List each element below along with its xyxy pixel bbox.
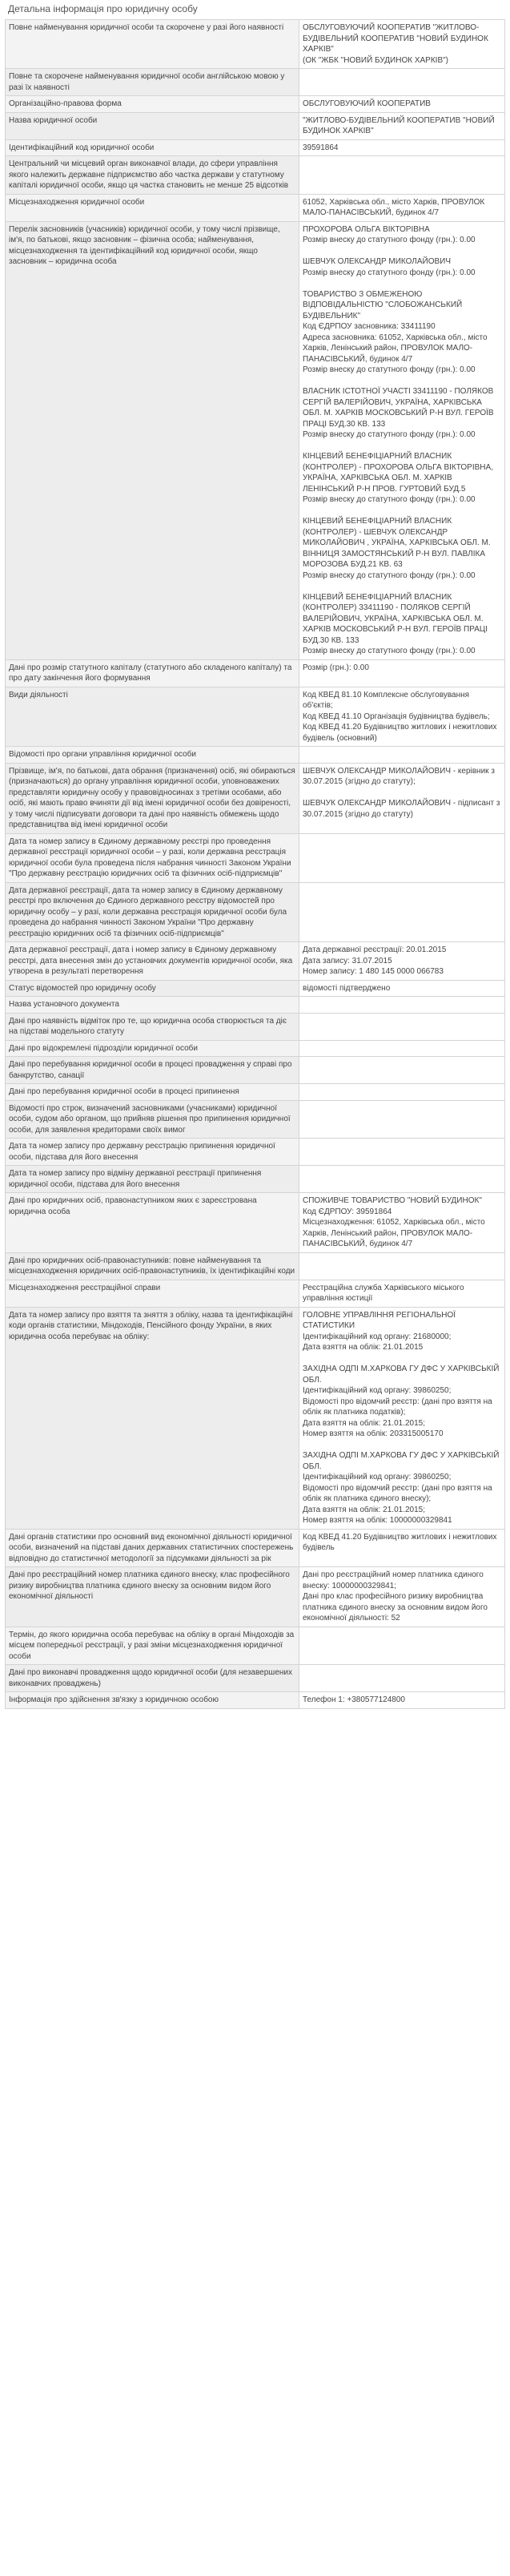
row-label: Дані про наявність відміток про те, що юридична особа створюється та діє на підставі модельного статуту — [6, 1013, 299, 1040]
row-value — [299, 1013, 505, 1040]
table-row — [6, 1627, 505, 1665]
table-row — [6, 687, 505, 747]
row-label: Повне найменування юридичної особи та скорочене у разі його наявності — [6, 20, 299, 69]
row-label: Повне та скорочене найменування юридичної особи англійською мовою у разі їх наявності — [6, 69, 299, 96]
row-value: ГОЛОВНЕ УПРАВЛІННЯ РЕГІОНАЛЬНОЇ СТАТИСТИКИ Ідентифікаційний код органу: 21680000; Дата взяття на облік: 21.01.2015 ЗАХІДНА ОДПІ М.ХАРКОВА ГУ ДФС У ХАРКІВСЬКІЙ ОБЛ. Ідентифікаційний код органу: 39860250; Відомості про відомчий реєстр: (дані про взяття на облік як платника податків); Дата взяття на облік: 21.01.2015; Номер взяття на облік: 203315005170 ЗАХІДНА ОДПІ М.ХАРКОВА ГУ ДФС У ХАРКІВСЬКІЙ ОБЛ. Ідентифікаційний код органу: 39860250; Відомості про відомчий реєстр: (дані про взяття на облік як платника єдиного внеску); Дата взяття на облік: 21.01.2015; Номер взяття на облік: 10000000329841 — [299, 1307, 505, 1529]
row-label: Дані про реєстраційний номер платника єдиного внеску, клас професійного ризику виробництва платника єдиного внеску за основним видом його економічної діяльності — [6, 1567, 299, 1627]
table-row — [6, 1084, 505, 1101]
row-label: Ідентифікаційний код юридичної особи — [6, 139, 299, 156]
table-row — [6, 1193, 505, 1253]
row-value: СПОЖИВЧЕ ТОВАРИСТВО "НОВИЙ БУДИНОК" Код ЄДРПОУ: 39591864 Місцезнаходження: 61052, Харківська обл., місто Харків, Ленінський район, ПРОВУЛОК МАЛО-ПАНАСІВСЬКИЙ, будинок 4/7 — [299, 1193, 505, 1253]
table-row — [6, 1529, 505, 1567]
row-value — [299, 1084, 505, 1101]
row-value: 39591864 — [299, 139, 505, 156]
row-value: ШЕВЧУК ОЛЕКСАНДР МИКОЛАЙОВИЧ - керівник з 30.07.2015 (згідно до статуту); ШЕВЧУК ОЛЕКСАНДР МИКОЛАЙОВИЧ - підписант з 30.07.2015 (згідно до статуту) — [299, 763, 505, 833]
row-label: Дані про розмір статутного капіталу (статутного або складеного капіталу) та про дату закінчення його формування — [6, 659, 299, 687]
table-row — [6, 194, 505, 221]
row-value — [299, 1252, 505, 1280]
table-row — [6, 763, 505, 833]
row-label: Дані про перебування юридичної особи в процесі припинення — [6, 1084, 299, 1101]
table-row — [6, 882, 505, 942]
table-row — [6, 659, 505, 687]
table-row — [6, 139, 505, 156]
row-value: "ЖИТЛОВО-БУДІВЕЛЬНИЙ КООПЕРАТИВ "НОВИЙ БУДИНОК ХАРКІВ" — [299, 112, 505, 139]
row-label: Перелік засновників (учасників) юридичної особи, у тому числі прізвище, ім'я, по батькові, якщо засновник – фізична особа; найменування, місцезнаходження та ідентифікаційний код юридичної особи, якщо засновник – юридична особа — [6, 221, 299, 659]
table-row — [6, 221, 505, 659]
row-value: ОБСЛУГОВУЮЧИЙ КООПЕРАТИВ — [299, 96, 505, 113]
row-value: Реєстраційна служба Харківського міського управління юстиції — [299, 1280, 505, 1307]
row-value: Дані про реєстраційний номер платника єдиного внеску: 10000000329841; Дані про клас професійного ризику виробництва платника єдиного внеску за основним видом його економічної діяльності: 52 — [299, 1567, 505, 1627]
row-value — [299, 833, 505, 882]
row-label: Дані про юридичних осіб-правонаступників: повне найменування та місцезнаходження юридичних осіб-правонаступників, їх ідентифікаційні коди — [6, 1252, 299, 1280]
row-value — [299, 1627, 505, 1665]
table-row — [6, 1665, 505, 1692]
row-value: ПРОХОРОВА ОЛЬГА ВІКТОРІВНА Розмір внеску до статутного фонду (грн.): 0.00 ШЕВЧУК ОЛЕКСАНДР МИКОЛАЙОВИЧ Розмір внеску до статутного фонду (грн.): 0.00 ТОВАРИСТВО З ОБМЕЖЕНОЮ ВІДПОВІДАЛЬНІСТЮ "СЛОБОЖАНСЬКИЙ БУДІВЕЛЬНИК" Код ЄДРПОУ засновника: 33411190 Адреса засновника: 61052, Харківська обл., місто Харків, Ленінський район, ПРОВУЛОК МАЛО-ПАНАСІВСЬКИЙ, будинок 4/7 Розмір внеску до статутного фонду (грн.): 0.00 ВЛАСНИК ІСТОТНОЇ УЧАСТІ 33411190 - ПОЛЯКОВ СЕРГІЙ ВАЛЕРІЙОВИЧ, УКРАЇНА, ХАРКІВСЬКА ОБЛ. М. ХАРКІВ МОСКОВСЬКИЙ Р-Н ВУЛ. ГЕРОЇВ ПРАЦІ БУД.30 КВ. 133 Розмір внеску до статутного фонду (грн.): 0.00 КІНЦЕВИЙ БЕНЕФІЦІАРНИЙ ВЛАСНИК (КОНТРОЛЕР) - ПРОХОРОВА ОЛЬГА ВІКТОРІВНА, УКРАЇНА, ХАРКІВСЬКА ОБЛ. М. ХАРКІВ ЛЕНІНСЬКИЙ Р-Н ПРОВ. ГУРТОВИЙ БУД.5 Розмір внеску до статутного фонду (грн.): 0.00 КІНЦЕВИЙ БЕНЕФІЦІАРНИЙ ВЛАСНИК (КОНТРОЛЕР) - ШЕВЧУК ОЛЕКСАНДР МИКОЛАЙОВИЧ , УКРАЇНА, ХАРКІВСЬКА ОБЛ. М. ВІННИЦЯ ЗАМОСТЯНСЬКИЙ Р-Н ВУЛ. ПАВЛІКА МОРОЗОВА БУД.21 КВ. 63 Розмір внеску до статутного фонду (грн.): 0.00 КІНЦЕВИЙ БЕНЕФІЦІАРНИЙ ВЛАСНИК (КОНТРОЛЕР) 33411190 - ПОЛЯКОВ СЕРГІЙ ВАЛЕРІЙОВИЧ, УКРАЇНА, ХАРКІВСЬКА ОБЛ. М. ХАРКІВ МОСКОВСЬКИЙ Р-Н ВУЛ. ГЕРОЇВ ПРАЦІ БУД.30 КВ. 133 Розмір внеску до статутного фонду (грн.): 0.00 — [299, 221, 505, 659]
table-row — [6, 1307, 505, 1529]
row-label: Дата та номер запису в Єдиному державному реєстрі про проведення державної реєстрації юридичної особи – у разі, коли державна реєстрація юридичної особи була проведена після набрання чинності Законом України "Про державну реєстрацію юридичних осіб та фізичних осіб-підприємців" — [6, 833, 299, 882]
row-label: Прізвище, ім'я, по батькові, дата обрання (призначення) осіб, які обираються (призначаються) до органу управління юридичної особи, уповноважених представляти юридичну особу у правовідносинах з третіми особами, або осіб, які мають право вчиняти дії від імені юридичної особи без довіреності, у тому числі підписувати договори та дані про наявність обмежень щодо представництва від імені юридичної особи — [6, 763, 299, 833]
row-label: Дата державної реєстрації, дата та номер запису в Єдиному державному реєстрі про включення до Єдиного державного реєстру відомостей про юридичну особу – у разі, коли державна реєстрація юридичної особи була проведена до набрання чинності Законом України "Про державну реєстрацію юридичних осіб та фізичних осіб-підприємців" — [6, 882, 299, 942]
row-label: Відомості про органи управління юридичної особи — [6, 747, 299, 764]
table-row — [6, 1166, 505, 1193]
table-row — [6, 1280, 505, 1307]
table-row — [6, 1252, 505, 1280]
table-row — [6, 747, 505, 764]
row-label: Місцезнаходження реєстраційної справи — [6, 1280, 299, 1307]
info-table-body — [6, 20, 505, 1709]
row-label: Дані про виконавчі провадження щодо юридичної особи (для незавершених виконавчих проваджень) — [6, 1665, 299, 1692]
row-value — [299, 997, 505, 1014]
row-value — [299, 747, 505, 764]
row-label: Дані органів статистики про основний вид економічної діяльності юридичної особи, визначений на підставі даних державних статистичних спостережень відповідно до статистичної методології за підсумками діяльності за рік — [6, 1529, 299, 1567]
table-row — [6, 1139, 505, 1166]
table-row — [6, 156, 505, 195]
table-row — [6, 112, 505, 139]
row-value — [299, 1100, 505, 1139]
page-title: Детальна інформація про юридичну особу — [8, 3, 198, 14]
row-label: Дата та номер запису про відміну державної реєстрації припинення юридичної особи, підстава для його внесення — [6, 1166, 299, 1193]
row-label: Дата державної реєстрації, дата і номер запису в Єдиному державному реєстрі, дата внесення змін до установчих документів юридичної особи, яка утворена в результаті перетворення — [6, 942, 299, 981]
row-label: Дані про відокремлені підрозділи юридичної особи — [6, 1040, 299, 1057]
row-label: Відомості про строк, визначений засновниками (учасниками) юридичної особи, судом або органом, що прийняв рішення про припинення юридичної особи, для заявлення кредиторами своїх вимог — [6, 1100, 299, 1139]
row-label: Інформація про здійснення зв'язку з юридичною особою — [6, 1692, 299, 1709]
row-label: Дані про перебування юридичної особи в процесі провадження у справі про банкрутство, санації — [6, 1057, 299, 1084]
row-value: 61052, Харківська обл., місто Харків, ПРОВУЛОК МАЛО-ПАНАСІВСЬКИЙ, будинок 4/7 — [299, 194, 505, 221]
table-row — [6, 980, 505, 997]
row-value: ОБСЛУГОВУЮЧИЙ КООПЕРАТИВ "ЖИТЛОВО-БУДІВЕЛЬНИЙ КООПЕРАТИВ "НОВИЙ БУДИНОК ХАРКІВ" (ОК "ЖБК "НОВИЙ БУДИНОК ХАРКІВ") — [299, 20, 505, 69]
row-value — [299, 1139, 505, 1166]
table-row — [6, 1692, 505, 1709]
info-table — [5, 19, 505, 1709]
table-row — [6, 69, 505, 96]
table-row — [6, 942, 505, 981]
row-label: Статус відомостей про юридичну особу — [6, 980, 299, 997]
row-label: Термін, до якого юридична особа перебуває на обліку в органі Міндоходів за місцем попередньої реєстрації, у разі зміни місцезнаходження юридичної особи — [6, 1627, 299, 1665]
row-label: Центральний чи місцевий орган виконавчої влади, до сфери управління якого належить державне підприємство або частка держави у статутному капіталі юридичної особи, якщо ця частка становить не менше 25 відсотків — [6, 156, 299, 195]
row-label: Назва установчого документа — [6, 997, 299, 1014]
table-row — [6, 1567, 505, 1627]
row-value: Телефон 1: +380577124800 — [299, 1692, 505, 1709]
table-row — [6, 96, 505, 113]
row-value — [299, 69, 505, 96]
row-label: Місцезнаходження юридичної особи — [6, 194, 299, 221]
table-row — [6, 1040, 505, 1057]
row-label: Дата та номер запису про взяття та зняття з обліку, назва та ідентифікаційні коди органів статистики, Міндоходів, Пенсійного фонду України, в яких юридична особа перебуває на обліку: — [6, 1307, 299, 1529]
row-value — [299, 1057, 505, 1084]
row-value: Код КВЕД 81.10 Комплексне обслуговування об'єктів; Код КВЕД 41.10 Організація будівництва будівель; Код КВЕД 41.20 Будівництво житлових і нежитлових будівель (основний) — [299, 687, 505, 747]
table-row — [6, 833, 505, 882]
row-label: Дата та номер запису про державну реєстрацію припинення юридичної особи, підстава для його внесення — [6, 1139, 299, 1166]
row-value — [299, 1040, 505, 1057]
row-value — [299, 156, 505, 195]
row-label: Організаційно-правова форма — [6, 96, 299, 113]
row-label: Види діяльності — [6, 687, 299, 747]
row-value — [299, 1166, 505, 1193]
row-value: Розмір (грн.): 0.00 — [299, 659, 505, 687]
table-row — [6, 997, 505, 1014]
row-value: Код КВЕД 41.20 Будівництво житлових і нежитлових будівель — [299, 1529, 505, 1567]
table-row — [6, 1100, 505, 1139]
row-value: Дата державної реєстрації: 20.01.2015 Дата запису: 31.07.2015 Номер запису: 1 480 145 0000 066783 — [299, 942, 505, 981]
table-row — [6, 1057, 505, 1084]
row-label: Дані про юридичних осіб, правонаступником яких є зареєстрована юридична особа — [6, 1193, 299, 1253]
row-label: Назва юридичної особи — [6, 112, 299, 139]
table-row — [6, 20, 505, 69]
table-row — [6, 1013, 505, 1040]
row-value — [299, 1665, 505, 1692]
row-value: відомості підтверджено — [299, 980, 505, 997]
row-value — [299, 882, 505, 942]
